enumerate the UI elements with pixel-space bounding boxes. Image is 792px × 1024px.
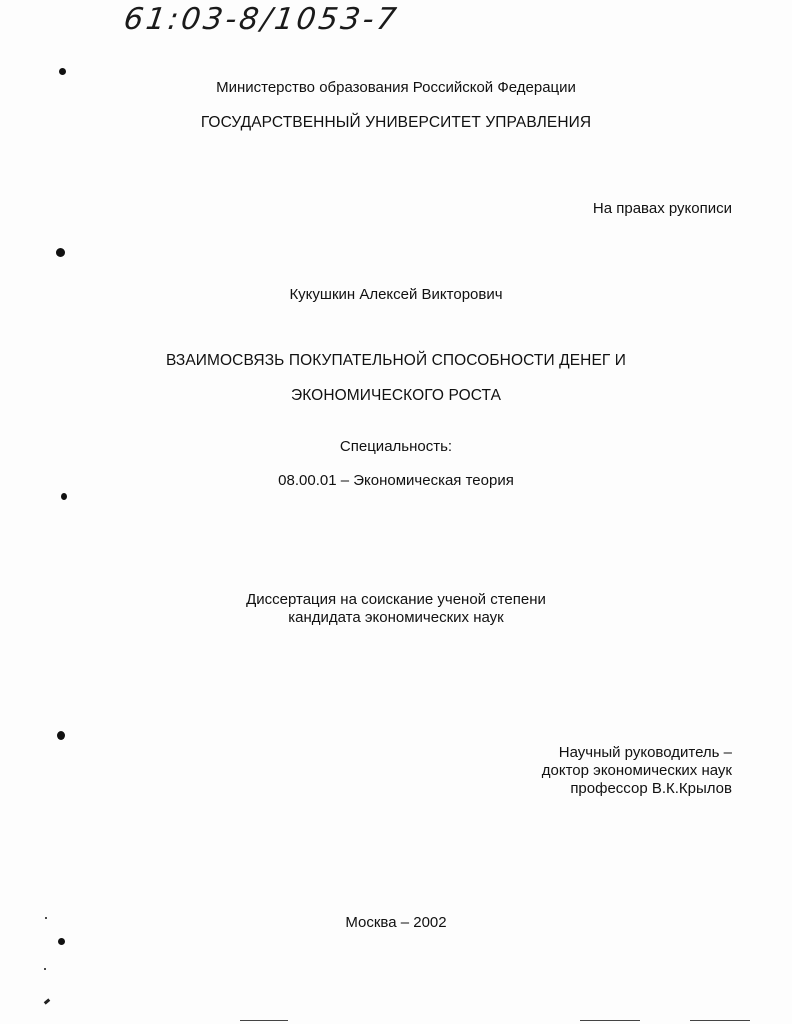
dissertation-title-line-2: ЭКОНОМИЧЕСКОГО РОСТА [290, 387, 502, 404]
scan-edge-line [580, 1020, 640, 1021]
city-year: Москва – 2002 [345, 914, 447, 931]
supervisor-line-1: Научный руководитель – [558, 744, 732, 761]
dissertation-title-line-1: ВЗАИМОСВЯЗЬ ПОКУПАТЕЛЬНОЙ СПОСОБНОСТИ ДЕНЕГ И [165, 352, 627, 369]
binder-hole-mark [59, 68, 66, 75]
binder-hole-mark [61, 493, 67, 500]
binder-hole-mark [57, 731, 65, 740]
degree-line-1: Диссертация на соискание ученой степени [246, 591, 546, 608]
specialty-value: 08.00.01 – Экономическая теория [278, 472, 514, 489]
university-name: ГОСУДАРСТВЕННЫЙ УНИВЕРСИТЕТ УПРАВЛЕНИЯ [200, 114, 592, 131]
scan-speck [45, 917, 47, 919]
manuscript-rights: На правах рукописи [592, 200, 732, 217]
scan-edge-line [240, 1020, 288, 1021]
archive-code-handwritten: 61:03-8/1053-7 [121, 2, 402, 37]
scan-speck [44, 998, 51, 1004]
supervisor-line-2: доктор экономических наук [541, 762, 732, 779]
author-name: Кукушкин Алексей Викторович [289, 286, 503, 303]
degree-line-2: кандидата экономических наук [288, 609, 504, 626]
ministry-name: Министерство образования Российской Федерации [216, 79, 576, 96]
binder-hole-mark [58, 938, 65, 945]
binder-hole-mark [56, 248, 65, 257]
supervisor-line-3: профессор В.К.Крылов [570, 780, 732, 797]
scan-edge-line [690, 1020, 750, 1021]
specialty-label: Специальность: [339, 438, 453, 455]
scan-speck [44, 968, 46, 970]
